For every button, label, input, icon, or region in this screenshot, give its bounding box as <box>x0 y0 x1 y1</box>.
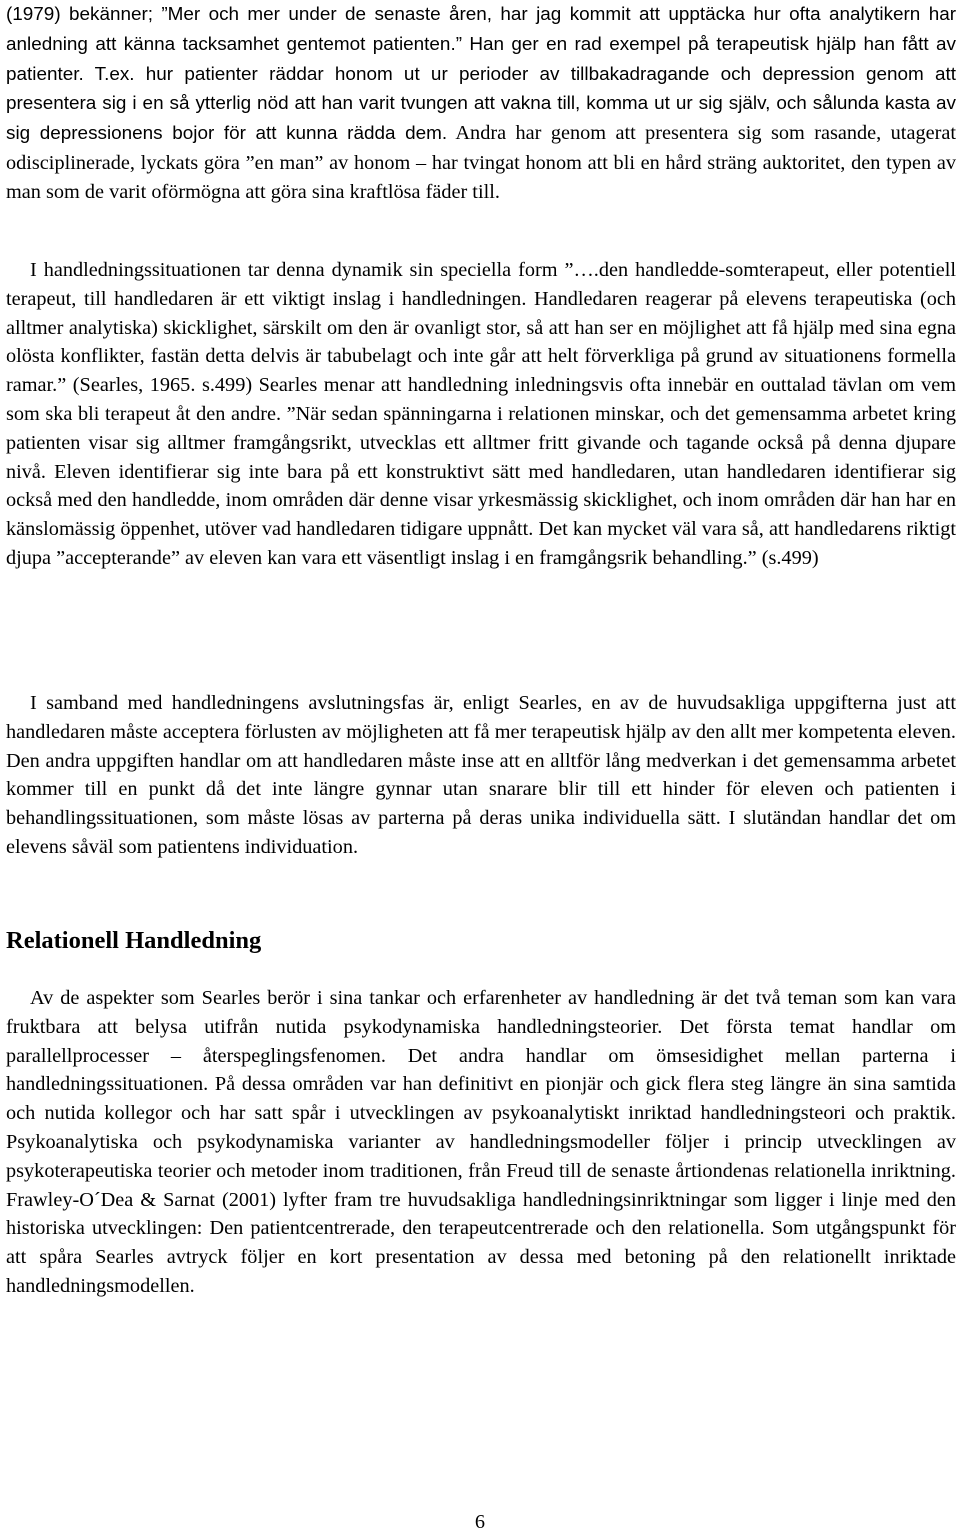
paragraph-text: I samband med handledningens avslutningsfas är, enligt Searles, en av de huvudsakliga uppgifterna just att handledaren måste acceptera förlusten av möjligheten att få mer terapeutisk hjälp av den allt mer kompetenta eleven. Den andra uppgiften handlar om att handledaren måste inse att en alltför lång medverkan i det gemensamma arbetet kommer till en punkt då det inte längre gynnar utan snarare blir till ett hinder för eleven och patienten i behandlingssituationen, som måste lösas av parterna på deras unika individuella sätt. I slutändan handlar det om elevens såväl som patientens individuation. <box>6 692 956 858</box>
section-heading: Relationell Handledning <box>6 927 262 954</box>
paragraph-serif-segment: Andra har genom att presentera sig som rasande, utagerat odisciplinerade, lyckats göra ”en man” av honom – har tvingat honom att bli en hård sträng auktoritet, den typen av man som de varit oförmögna att göra sina kraftlösa fäder till. <box>6 122 956 203</box>
paragraph-sans-segment: (1979) bekänner; ”Mer och mer under de senaste åren, har jag kommit att upptäcka hur ofta analytikern har anledning att känna tacksamhet gentemot patienten.” Han ger en rad exempel på terapeutisk hjälp han fått av patienter. T.ex. hur patienter räddar honom ut ur perioder av tillbakadragande och depression genom att presentera sig i en så ytterlig nöd att han varit tvungen att vakna till, komma ut ur sig själv, och sålunda kasta av sig depressionens bojor för att kunna rädda dem. <box>6 4 956 145</box>
paragraph-text: Av de aspekter som Searles berör i sina tankar och erfarenheter av handledning är det två teman som kan vara fruktbara att belysa utifrån nutida psykodynamiska handledningsteorier. Det första temat handlar om parallellprocesser – återspeglingsfenomen. Det andra handlar om ömsesidighet mellan parterna i handledningssituationen. På dessa områden var han definitivt en pionjär och gick flera steg längre än sina samtida och nutida kollegor och har satt spår i utvecklingen av psykoanalytiskt inriktad handledningsteori och praktik. Psykoanalytiska och psykodynamiska varianter av handledningsmodeller följer i princip utvecklingen av psykoterapeutiska teorier och metoder inom traditionen, från Freud till de senaste årtiondenas relationella inriktning. Frawley-O´Dea & Sarnat (2001) lyfter fram tre huvudsakliga handledningsinriktningar som ligger i linje med den historiska utvecklingen: Den patientcentrerade, den terapeutcentrerade och den relationella. Som utgångspunkt för att spåra Searles avtryck följer en kort presentation av dessa med betoning på den relationellt inriktade handledningsmodellen. <box>6 987 956 1297</box>
paragraph-text: I handledningssituationen tar denna dynamik sin speciella form ”….den handledde-somterapeut, eller potentiell terapeut, till handledaren är ett viktigt inslag i handledningen. Handledaren reagerar på elevens terapeutiska (och alltmer analytiska) skicklighet, särskilt om den är ovanligt stor, så att han ser en möjlighet att få hjälp med sina egna olösta konflikter, fastän detta delvis är tabubelagt och inte går att helt förverkliga på grund av situationens formella ramar.” (Searles, 1965. s.499) Searles menar att handledning inledningsvis ofta innebär en outtalad tävlan om vem som ska bli terapeut åt den andre. ”När sedan spänningarna i relationen minskar, och det gemensamma arbetet kring patienten visar sig alltmer framgångsrikt, utvecklas ett alltmer fritt givande och tagande också på denna djupare nivå. Eleven identifierar sig inte bara på ett konstruktivt sätt med handledaren, utan handledaren identifierar sig också med den handledde, inom områden där denne visar yrkesmässig skicklighet, och inom områden där han har en känslomässig öppenhet, utöver vad handledaren tidigare uppnått. Det kan mycket väl vara så, att handledarens riktigt djupa ”accepterande” av eleven kan vara ett väsentligt inslag i en framgångsrik behandling.” (s.499) <box>6 259 956 569</box>
paragraph-termination-phase <box>6 689 956 862</box>
page-number: 6 <box>474 1511 486 1533</box>
paragraph-supervision-dynamics <box>6 256 956 573</box>
paragraph-searles-quote <box>6 0 956 207</box>
paragraph-relational-supervision <box>6 984 956 1301</box>
